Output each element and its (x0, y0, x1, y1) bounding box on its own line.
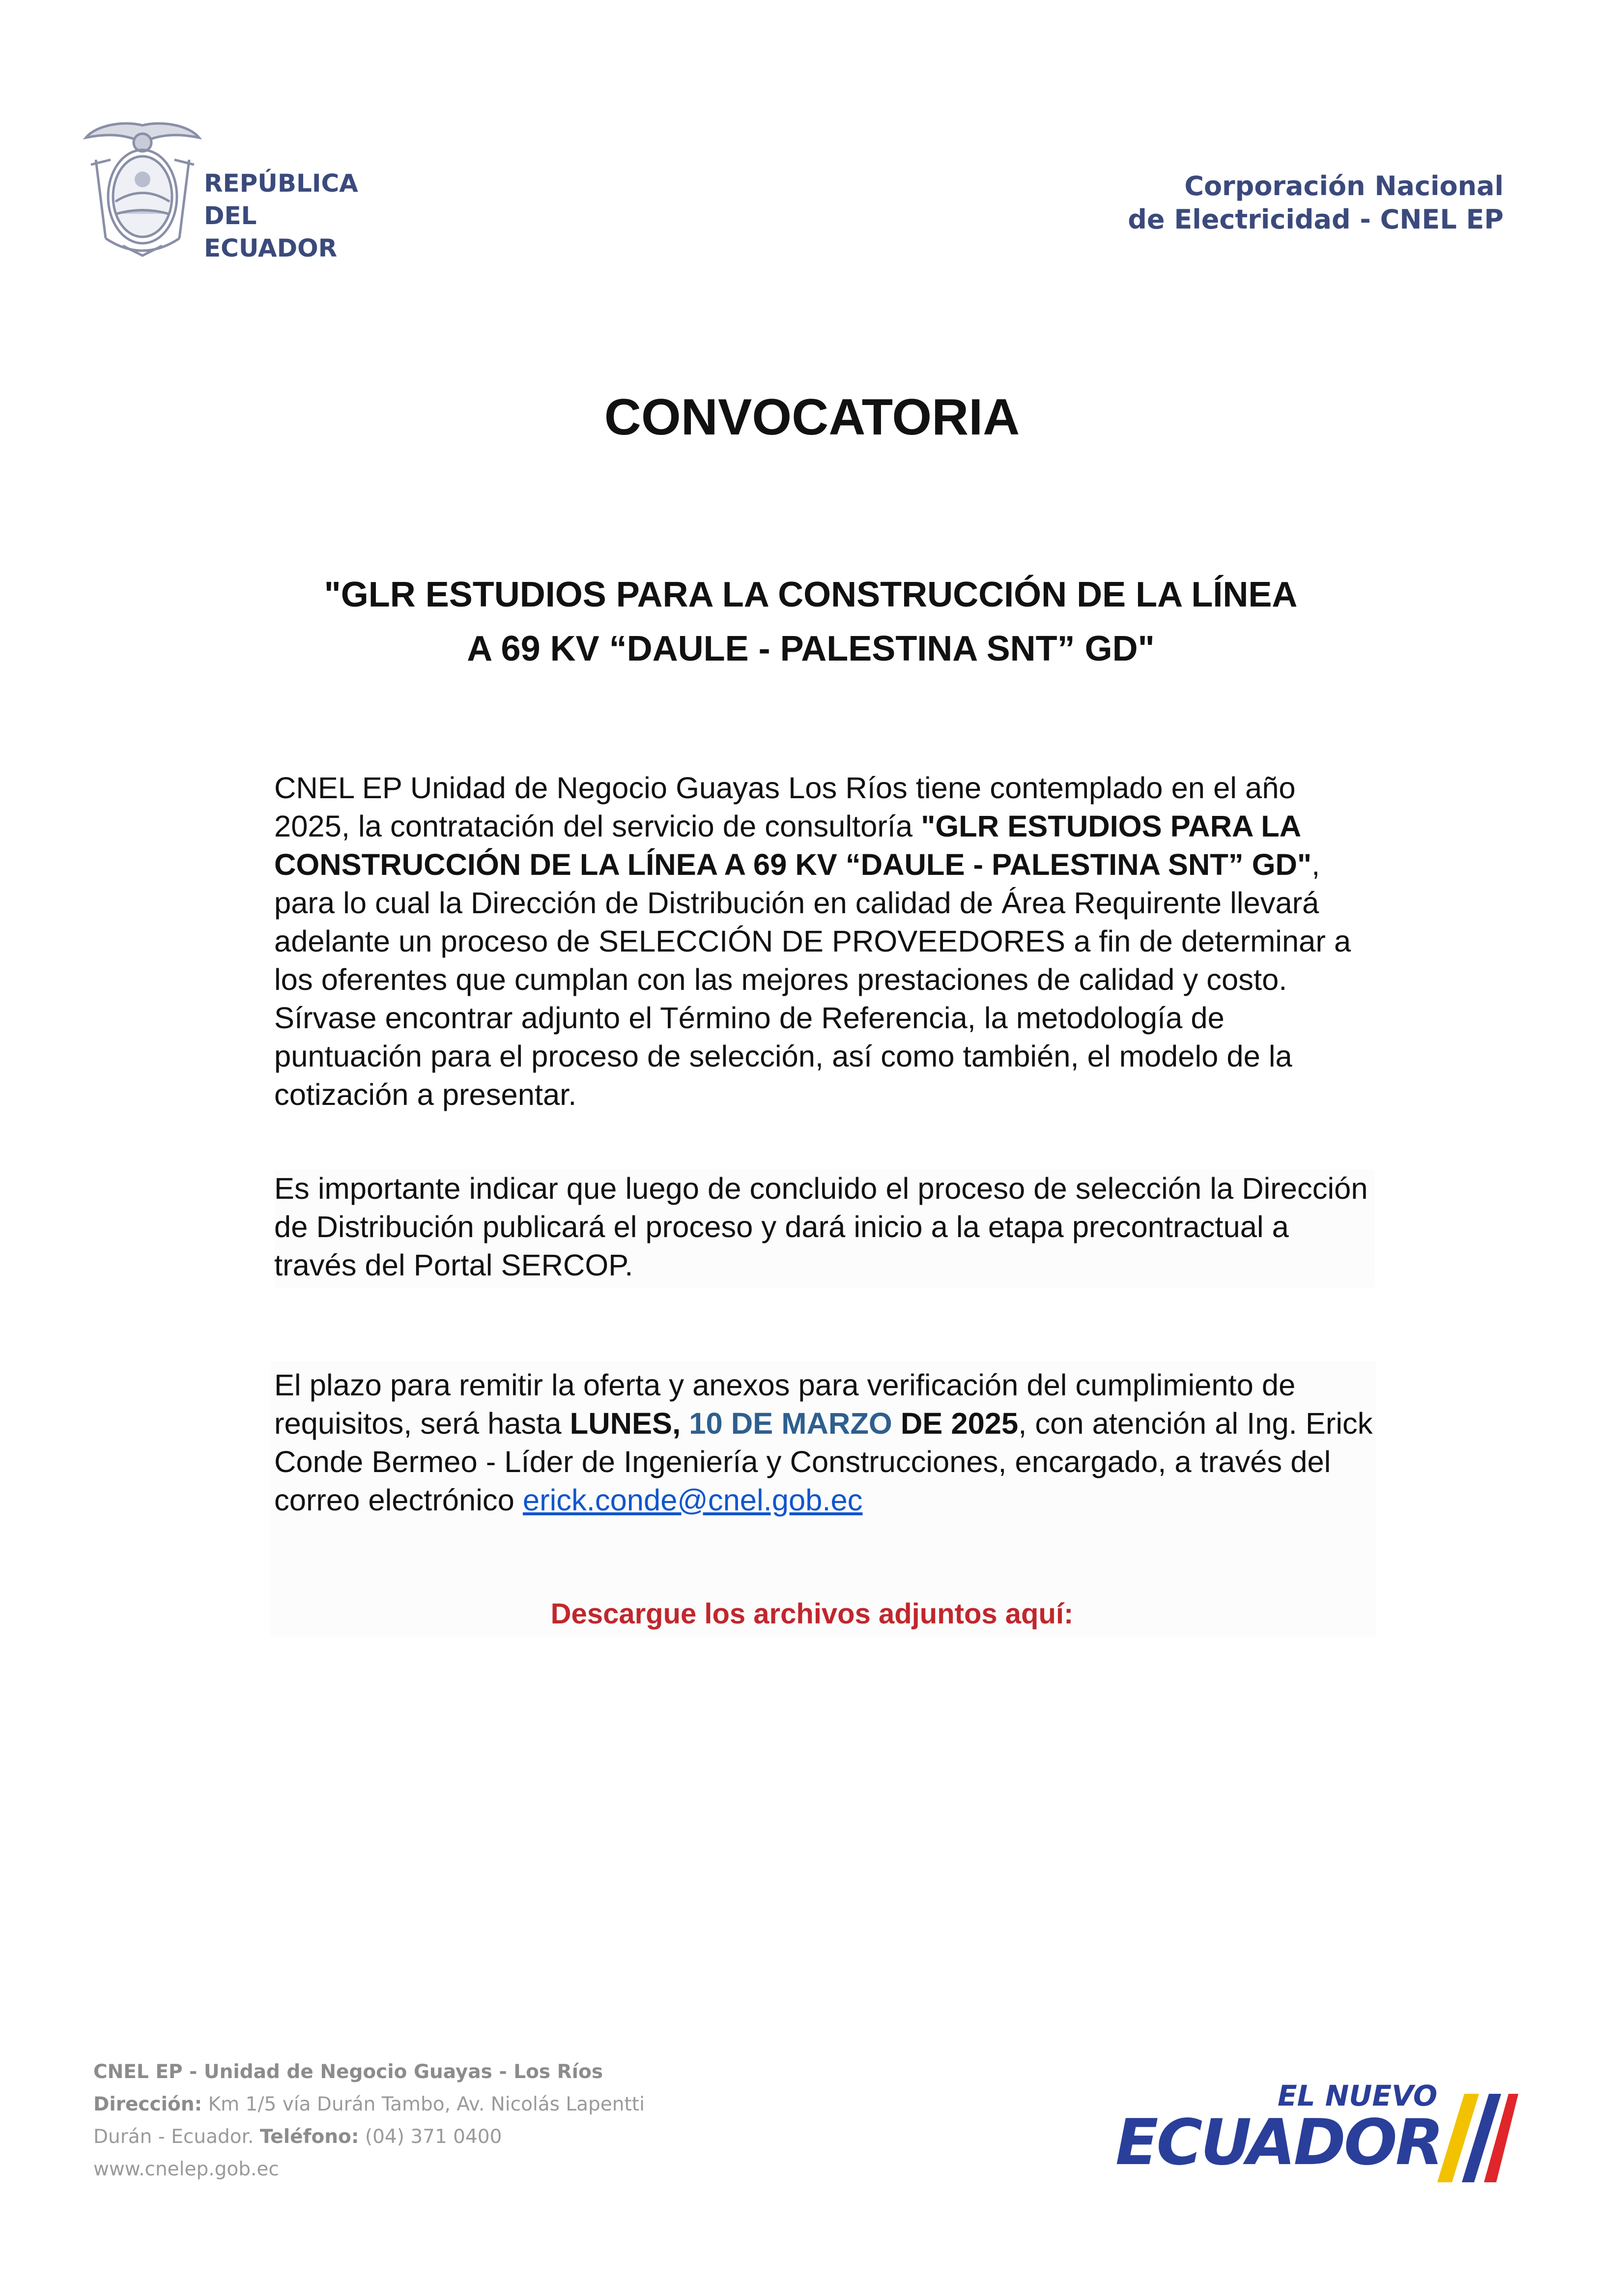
ecuador-coat-of-arms-icon (76, 116, 209, 263)
cnel-logo-line1: Corporación Nacional (1184, 171, 1504, 202)
republica-logo (76, 116, 371, 263)
document-title: CONVOCATORIA (604, 389, 1020, 446)
deadline-text-a: El plazo para remitir la oferta y anexos para verificación del cumplimiento de requisitos, será hasta (274, 1368, 1296, 1441)
flag-stripes-icon (1420, 2084, 1518, 2192)
paragraph-intro (274, 769, 1375, 1114)
intro-text-b: , para lo cual la Dirección de Distribución en calidad de Área Requirente llevará adelante un proceso de SELECCIÓN DE PROVEEDORES a fin de determinar a los oferentes que cumplan con las mejores prestaciones de calidad y costo. Sírvase encontrar adjunto el Término de Referencia, la metodología de puntuación para el proceso de selección, así como también, el modelo de la cotización a presentar. (274, 848, 1351, 1112)
cnel-logo-text (1128, 170, 1504, 236)
republica-logo-line2: DEL ECUADOR (204, 202, 338, 262)
deadline-text-b: , con atención al Ing. Erick Conde Bermeo - Líder de Ingeniería y Construcciones, encargado, a través del correo electrónico (274, 1407, 1373, 1517)
paragraph-deadline (274, 1366, 1375, 1520)
intro-project-name: "GLR ESTUDIOS PARA LA CONSTRUCCIÓN DE LA LÍNEA A 69 KV “DAULE - PALESTINA SNT” GD" (274, 810, 1312, 882)
cnel-logo-line2: de Electricidad - CNEL EP (1128, 204, 1504, 235)
paragraph-sercop (274, 1170, 1375, 1288)
footer-address: Km 1/5 vía Durán Tambo, Av. Nicolás Lapentti (208, 2093, 645, 2115)
footer-city: Durán - Ecuador. (93, 2126, 254, 2148)
republica-logo-line1: REPÚBLICA (204, 169, 358, 198)
logo-big-text: ECUADOR (1115, 2106, 1442, 2179)
email-link[interactable]: erick.conde@cnel.gob.ec (522, 1483, 863, 1517)
sercop-text: Es importante indicar que luego de concluido el proceso de selección la Dirección de Distribución publicará el proceso y dará inicio a la etapa precontractual a través del Portal SERCOP. (274, 1172, 1368, 1282)
subtitle-line1: "GLR ESTUDIOS PARA LA CONSTRUCCIÓN DE LA LÍNEA (324, 575, 1298, 614)
download-attachments-link[interactable]: Descargue los archivos adjuntos aquí: (550, 1598, 1074, 1630)
logo-small-text: EL NUEVO (1278, 2079, 1438, 2112)
footer-phone: (04) 371 0400 (365, 2126, 502, 2148)
el-nuevo-ecuador-logo (1115, 2079, 1518, 2207)
deadline-date: 10 DE MARZO (689, 1407, 892, 1441)
footer-unit: CNEL EP - Unidad de Negocio Guayas - Los Ríos (93, 2061, 603, 2083)
footer-phone-label: Teléfono: (259, 2126, 359, 2148)
footer-address-label: Dirección: (93, 2093, 202, 2115)
subtitle-line2: A 69 KV “DAULE - PALESTINA SNT” GD" (467, 629, 1155, 668)
deadline-day: LUNES, (570, 1407, 681, 1441)
document-subtitle (197, 568, 1425, 676)
intro-text-a: CNEL EP Unidad de Negocio Guayas Los Ríos tiene contemplado en el año 2025, la contratación del servicio de consultoría (274, 771, 1296, 843)
footer-contact (93, 2056, 645, 2186)
deadline-year: DE 2025 (900, 1407, 1019, 1441)
footer-website[interactable]: www.cnelep.gob.ec (93, 2158, 279, 2180)
